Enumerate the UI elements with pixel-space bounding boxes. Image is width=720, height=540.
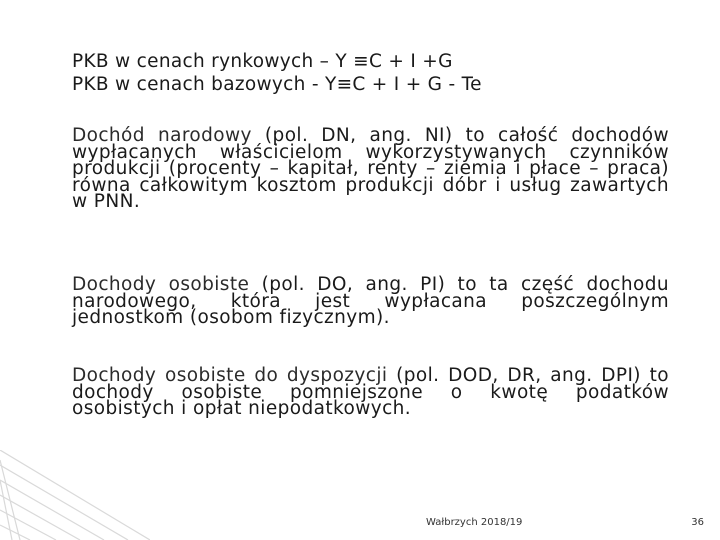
definition-disposable-income xyxy=(72,365,670,419)
term-disposable-income: Dochody osobiste do dyspozycji xyxy=(72,365,388,386)
footer-text: Wałbrzych 2018/19 xyxy=(426,517,523,528)
formula-block xyxy=(72,50,482,96)
term-national-income: Dochód narodowy xyxy=(72,125,252,146)
definition-personal-income xyxy=(72,274,669,328)
term-personal-income: Dochody osobiste xyxy=(72,274,250,295)
page-number: 36 xyxy=(691,517,704,528)
definition-personal-income-text: (pol. DO, ang. PI) to ta część dochodu narodowego, która jest wypłacana poszczególnym jednostkom (osobom fizycznym). xyxy=(72,274,669,328)
definition-national-income-text: (pol. DN, ang. NI) to całość dochodów wypłacanych właścicielom wykorzystywanych czynników produkcji (procenty – kapitał, renty – ziemia i płace – praca) równa całkowitym kosztom produkcji dóbr i usług zawartych w PNN. xyxy=(72,125,669,212)
formula-market-prices: PKB w cenach rynkowych – Y ≡C + I +G xyxy=(72,51,453,72)
definition-disposable-income-text: (pol. DOD, DR, ang. DPI) to dochody osobiste pomniejszone o kwotę podatków osobistych i opłat niepodatkowych. xyxy=(72,365,670,419)
formula-base-prices: PKB w cenach bazowych - Y≡C + I + G - Te xyxy=(72,74,482,95)
definition-national-income xyxy=(72,125,669,212)
corner-decoration xyxy=(0,450,150,540)
